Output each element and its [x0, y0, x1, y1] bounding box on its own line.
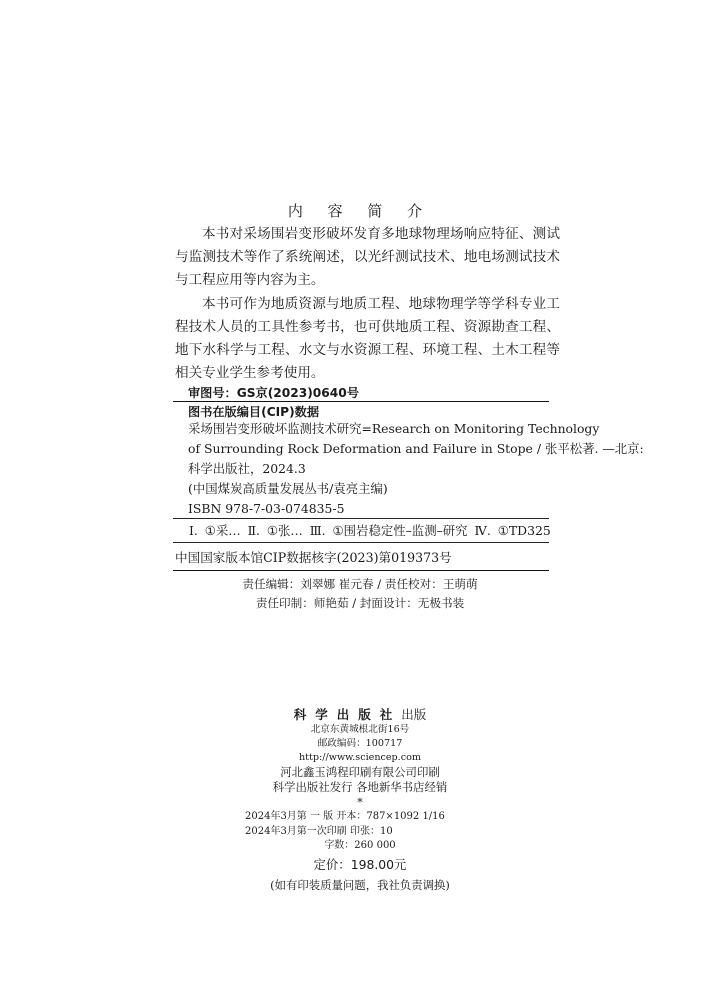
publisher-name [0, 705, 720, 723]
publisher-name-suffix: 出版 [401, 707, 427, 722]
cip-publisher-line: 科学出版社，2024.3 [188, 461, 306, 476]
intro-title: 内 容 简 介 [287, 202, 433, 220]
printing-line: 2024年3月第一次印刷 印张：10 [245, 826, 393, 837]
word-count: 字数：260 000 [324, 840, 396, 851]
cip-divider [173, 542, 549, 543]
cip-title-line: of Surrounding Rock Deformation and Failure in Stope / 张平松著. —北京: [188, 441, 644, 456]
editors-line-1: 责任编辑：刘翠娜 崔元春 / 责任校对：王萌萌 [242, 577, 478, 591]
publisher-address: 北京东黄城根北街16号 [310, 724, 410, 735]
cip-heading: 图书在版编目(CIP)数据 [188, 405, 320, 419]
cip-classification: Ⅰ. ①采… Ⅱ. ①张… Ⅲ. ①围岩稳定性–监测–研究 Ⅳ. ①TD325 [189, 523, 551, 538]
separator-star: * [357, 795, 363, 809]
quality-notice: (如有印装质量问题，我社负责调换) [270, 878, 450, 892]
publisher-postcode: 邮政编码：100717 [317, 738, 403, 749]
publisher-seal-name: 科学出版社 [293, 707, 402, 722]
distributor-line: 科学出版社发行 各地新华书店经销 [272, 780, 448, 794]
cip-isbn-line: ISBN 978-7-03-074835-5 [188, 501, 345, 516]
cip-entry [188, 419, 644, 519]
publisher-website: http://www.sciencep.com [299, 752, 421, 763]
cip-divider [173, 518, 549, 519]
price: 定价：198.00元 [313, 857, 407, 872]
cip-top-rule [173, 401, 549, 402]
intro-paragraph-1: 本书对采场围岩变形破坏发育多地球物理场响应特征、测试与监测技术等作了系统阐述，以光纤测试技术、地电场测试技术与工程应用等内容为主。 [175, 226, 560, 288]
review-number: 审图号：GS京(2023)0640号 [188, 386, 359, 400]
edition-line: 2024年3月第 一 版 开本：787×1092 1/16 [245, 811, 445, 822]
cip-number: 中国国家版本馆CIP数据核字(2023)第019373号 [175, 550, 452, 565]
printer-line: 河北鑫玉鸿程印刷有限公司印刷 [280, 765, 440, 779]
editors-line-2: 责任印制：师艳茹 / 封面设计：无极书装 [255, 596, 465, 610]
cip-bottom-rule [173, 570, 549, 571]
intro-paragraph-2: 本书可作为地质资源与地质工程、地球物理学等学科专业工程技术人员的工具性参考书，也可供地质工程、资源勘查工程、地下水科学与工程、水文与水资源工程、环境工程、土木工程等相关专业学生参考使用。 [175, 296, 560, 381]
cip-series-line: (中国煤炭高质量发展丛书/袁亮主编) [188, 481, 388, 496]
cip-title-line: 采场围岩变形破坏监测技术研究=Research on Monitoring Technology [188, 421, 600, 436]
